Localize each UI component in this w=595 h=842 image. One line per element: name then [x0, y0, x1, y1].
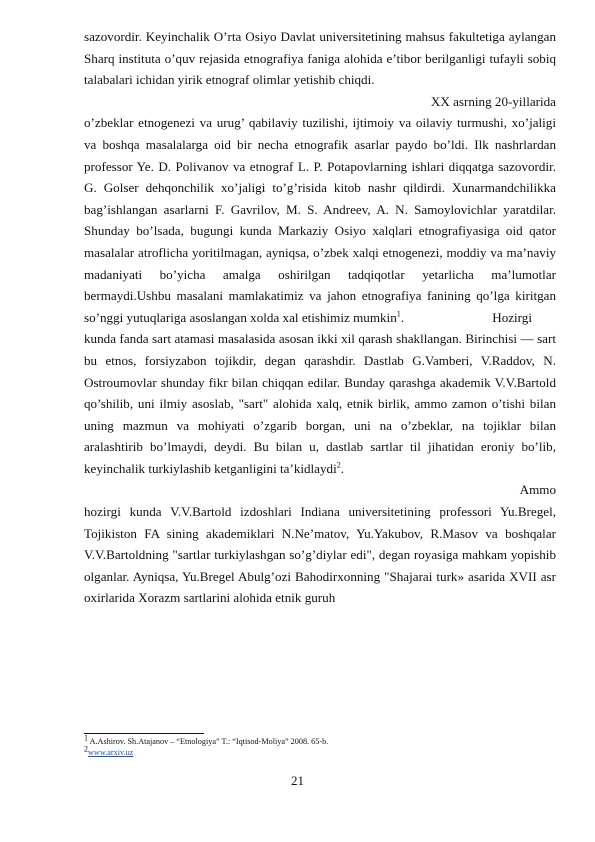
body-text — [84, 26, 556, 609]
paragraph-3-lead: Hozirgi — [492, 309, 532, 325]
footnote-ref-2[interactable]: 2 — [336, 460, 341, 470]
footnote-1-text: A.Ashirov. Sh.Atajanov – “Etnologiya” T.: “Iqtisod-Moliya” 2008. 65-b. — [88, 737, 329, 746]
paragraph-3-tail: . — [340, 460, 345, 476]
paragraph-3-text: kunda fanda sart atamasi masalasida asosan ikki xil qarash shakllangan. Birinchisi — sart bu etnos, forsiyzabon tojikdir, degan qarashdir. Dastlab G.Vamberi, V.Raddov, N. Ostroumovlar shunday fikr bilan chiqqan edilar. Bunday qarashga akademik V.V.Bartold qo’shilib, uni ilmiy asoslab, "sart" alohida xalq, etnik birlik, ammo zamon o’tishi bilan uning mazmun va mohiyati o’zgarib borgan, uni na o’zbeklar, na tojiklar bilan aralashtirib bo’lmaydi, deydi. Bu bilan u, dastlab sartlar til jihatidan eroniy bo’lib, keyinchalik turkiylashib ketganligini ta’kidlaydi — [84, 331, 556, 476]
footnote-separator — [84, 733, 204, 734]
footnote-1 — [84, 733, 556, 747]
paragraph-3 — [84, 328, 556, 479]
paragraph-4: hozirgi kunda V.V.Bartold izdoshlari Indiana universitetining professori Yu.Bregel, Tojikiston FA sining akademiklari N.Ne’matov, Yu.Yakubov, R.Masov va boshqalar V.V.Bartoldning "sartlar turkiylashgan so’g’diylar edi", degan royasiga mahkam yopishib olganlar. Ayniqsa, Yu.Bregel Abulg’ozi Bahodirxonning "Shajarai turk» asarida XVII asr oxirlarida Xorazm sartlarini alohida etnik guruh — [84, 504, 556, 606]
page-number: 21 — [291, 773, 304, 788]
footnote-1-number: 1 — [84, 733, 88, 743]
paragraph-2-tail: . — [400, 309, 405, 325]
paragraph-2 — [84, 112, 556, 328]
footnote-2-link[interactable]: www.arxiv.uz — [88, 748, 134, 757]
paragraph-1: sazovordir. Keyinchalik O’rta Osiyo Davlat universitetining mahsus fakultetiga aylangan Sharq institutа o’quv rejasida etnografiya faniga alohida e’tibor berilganligi tufayli sobiq talabalari ichidan yirik etnograf olimlar yetishib chiqdi. — [84, 29, 556, 88]
paragraph-4-lead: Ammo — [519, 482, 556, 498]
paragraph-2-text: o’zbeklar etnogenezi va urug’ qabilaviy tuzilishi, ijtimoiy va oilaviy turmushi, xo’jaligi va boshqa masalalarga oid bir necha etnografik asarlar paydo bo’ldi. Ilk nashrlardan professor Ye. D. Polivanov va etnograf L. P. Potapovlarning ishlari diqqatga sazovordir. G. Golser dehqonchilik xo’jaligi to’g’risida kitob nashr qildirdi. Xunarmandchilikka bag’ishlangan asarlarni F. Gavrilov, M. S. Andreev, A. N. Samoylovichlar yaratdilar. Shunday bo’lsada, bugungi kunda Markaziy Osiyo xalqlari etnografiyasiga oid qator masalalar atroflicha yoritilmagan, ayniqsa, o’zbek xalqi etnogenezi, moddiy va ma’naviy madaniyati bo’yicha amalga oshirilgan tadqiqotlar yetarlicha ma’lumotlar bermaydi.Ushbu masalani mamlakatimiz va jahon etnografiya fanining qo’lga kiritgan so’nggi yutuqlariga asoslangan xolda xal etishimiz mumkin — [84, 115, 556, 325]
footnote-ref-1[interactable]: 1 — [396, 309, 401, 319]
footnote-2-number: 2 — [84, 744, 88, 754]
paragraph-2-lead: XX asrning 20-yillarida — [430, 93, 556, 109]
footnote-2 — [84, 744, 556, 758]
footnotes — [84, 733, 556, 758]
